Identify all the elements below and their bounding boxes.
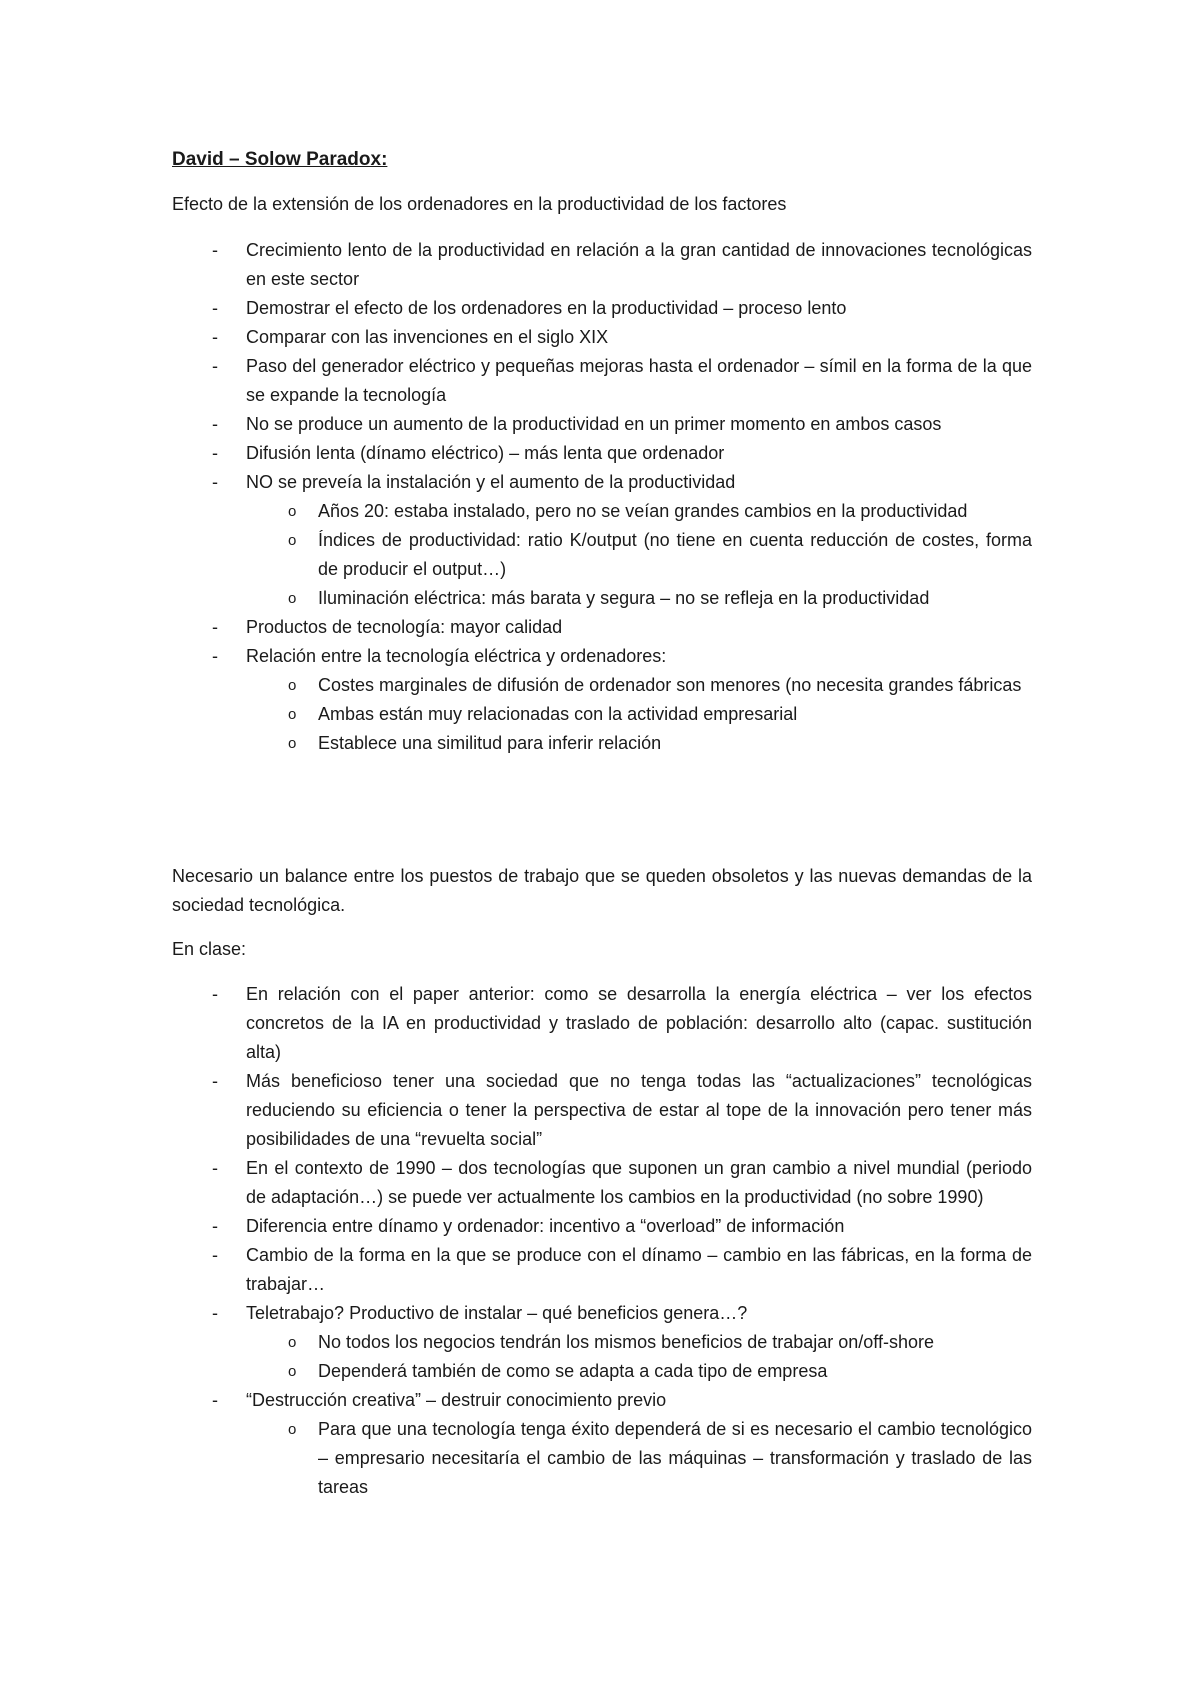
sub-list-item-text: Establece una similitud para inferir relación [318, 733, 662, 753]
dash-marker: - [212, 240, 218, 260]
list-item-text: Diferencia entre dínamo y ordenador: incentivo a “overload” de información [246, 1216, 845, 1236]
bullet-marker: o [288, 503, 297, 520]
list-item [172, 1154, 1032, 1212]
list-item [172, 642, 1032, 758]
dash-marker: - [212, 617, 218, 637]
bullet-marker: o [288, 1334, 297, 1351]
sub-list-item [246, 671, 1032, 700]
list-item [172, 1299, 1032, 1386]
dash-marker: - [212, 298, 218, 318]
sub-list-item [246, 526, 1032, 584]
dash-list [172, 236, 1032, 758]
list-item [172, 1386, 1032, 1502]
list-item [172, 352, 1032, 410]
list-item [172, 1212, 1032, 1241]
dash-marker: - [212, 1245, 218, 1265]
list-item [172, 236, 1032, 294]
bullet-marker: o [288, 706, 297, 723]
sub-list-item [246, 729, 1032, 758]
sub-list-item [246, 700, 1032, 729]
sub-list-item [246, 1415, 1032, 1502]
dash-marker: - [212, 646, 218, 666]
sub-list-item-text: Para que una tecnología tenga éxito dependerá de si es necesario el cambio tecnológico – empresario necesitaría el cambio de las máquinas – transformación y traslado de las tareas [318, 1419, 1032, 1497]
list-item [172, 468, 1032, 613]
list-item-text: Paso del generador eléctrico y pequeñas mejoras hasta el ordenador – símil en la forma de la que se expande la tecnología [246, 356, 1032, 405]
list-item [172, 410, 1032, 439]
list-item-text: Difusión lenta (dínamo eléctrico) – más lenta que ordenador [246, 443, 725, 463]
dash-marker: - [212, 356, 218, 376]
sub-list-item-text: Años 20: estaba instalado, pero no se veían grandes cambios en la productividad [318, 501, 968, 521]
sub-list-item-text: No todos los negocios tendrán los mismos beneficios de trabajar on/off-shore [318, 1332, 935, 1352]
dash-marker: - [212, 414, 218, 434]
sub-list-item-text: Dependerá también de como se adapta a cada tipo de empresa [318, 1361, 828, 1381]
class-notes-list [172, 980, 1032, 1502]
document-title: David – Solow Paradox: [172, 149, 388, 170]
dash-list [172, 980, 1032, 1502]
list-item-text: En el contexto de 1990 – dos tecnologías que suponen un gran cambio a nivel mundial (periodo de adaptación…) se puede ver actualmente los cambios en la productividad (no sobre 1990) [246, 1158, 1032, 1207]
list-item-text: Comparar con las invenciones en el siglo XIX [246, 327, 609, 347]
sub-list-item-text: Índices de productividad: ratio K/output (no tiene en cuenta reducción de costes, forma de producir el output…) [318, 530, 1032, 579]
sub-list [246, 497, 1032, 613]
sub-list-item [246, 1357, 1032, 1386]
bullet-marker: o [288, 735, 297, 752]
dash-marker: - [212, 327, 218, 347]
sub-list [246, 671, 1032, 758]
sub-list [246, 1415, 1032, 1502]
sub-list-item [246, 584, 1032, 613]
dash-marker: - [212, 1216, 218, 1236]
sub-list-item-text: Ambas están muy relacionadas con la actividad empresarial [318, 704, 798, 724]
sub-list-item [246, 497, 1032, 526]
section-heading-en-clase: En clase: [172, 939, 247, 959]
list-item-text: Demostrar el efecto de los ordenadores en la productividad – proceso lento [246, 298, 847, 318]
balance-paragraph: Necesario un balance entre los puestos de trabajo que se queden obsoletos y las nuevas demandas de la sociedad tecnológica. [172, 866, 1032, 915]
sub-list-item [246, 1328, 1032, 1357]
dash-marker: - [212, 472, 218, 492]
list-item-text: En relación con el paper anterior: como se desarrolla la energía eléctrica – ver los efectos concretos de la IA en productividad y traslado de población: desarrollo alto (capac. sustitución alta) [246, 984, 1032, 1062]
list-item-text: Relación entre la tecnología eléctrica y ordenadores: [246, 646, 667, 666]
sub-list-item-text: Iluminación eléctrica: más barata y segura – no se refleja en la productividad [318, 588, 930, 608]
sub-list [246, 1328, 1032, 1386]
list-item [172, 323, 1032, 352]
list-item-text: NO se preveía la instalación y el aumento de la productividad [246, 472, 736, 492]
list-item-text: Productos de tecnología: mayor calidad [246, 617, 563, 637]
list-item-text: Más beneficioso tener una sociedad que no tenga todas las “actualizaciones” tecnológicas reduciendo su eficiencia o tener la perspectiva de estar al tope de la innovación pero tener más posibilidades de una “revuelta social” [246, 1071, 1032, 1149]
bullet-marker: o [288, 1421, 297, 1438]
list-item [172, 439, 1032, 468]
sub-list-item-text: Costes marginales de difusión de ordenador son menores (no necesita grandes fábricas [318, 675, 1022, 695]
list-item-text: “Destrucción creativa” – destruir conocimiento previo [246, 1390, 667, 1410]
bullet-marker: o [288, 590, 297, 607]
dash-marker: - [212, 1390, 218, 1410]
list-item-text: No se produce un aumento de la productividad en un primer momento en ambos casos [246, 414, 942, 434]
list-item-text: Cambio de la forma en la que se produce con el dínamo – cambio en las fábricas, en la forma de trabajar… [246, 1245, 1032, 1294]
bullet-marker: o [288, 1363, 297, 1380]
list-item-text: Crecimiento lento de la productividad en relación a la gran cantidad de innovaciones tecnológicas en este sector [246, 240, 1032, 289]
list-item [172, 1067, 1032, 1154]
dash-marker: - [212, 1158, 218, 1178]
bullet-marker: o [288, 677, 297, 694]
bullet-marker: o [288, 532, 297, 549]
dash-marker: - [212, 1071, 218, 1091]
dash-marker: - [212, 443, 218, 463]
list-item [172, 980, 1032, 1067]
list-item [172, 294, 1032, 323]
summary-list [172, 236, 1032, 758]
list-item [172, 613, 1032, 642]
dash-marker: - [212, 984, 218, 1004]
intro-paragraph: Efecto de la extensión de los ordenadores en la productividad de los factores [172, 194, 787, 214]
list-item [172, 1241, 1032, 1299]
dash-marker: - [212, 1303, 218, 1323]
list-item-text: Teletrabajo? Productivo de instalar – qué beneficios genera…? [246, 1303, 748, 1323]
